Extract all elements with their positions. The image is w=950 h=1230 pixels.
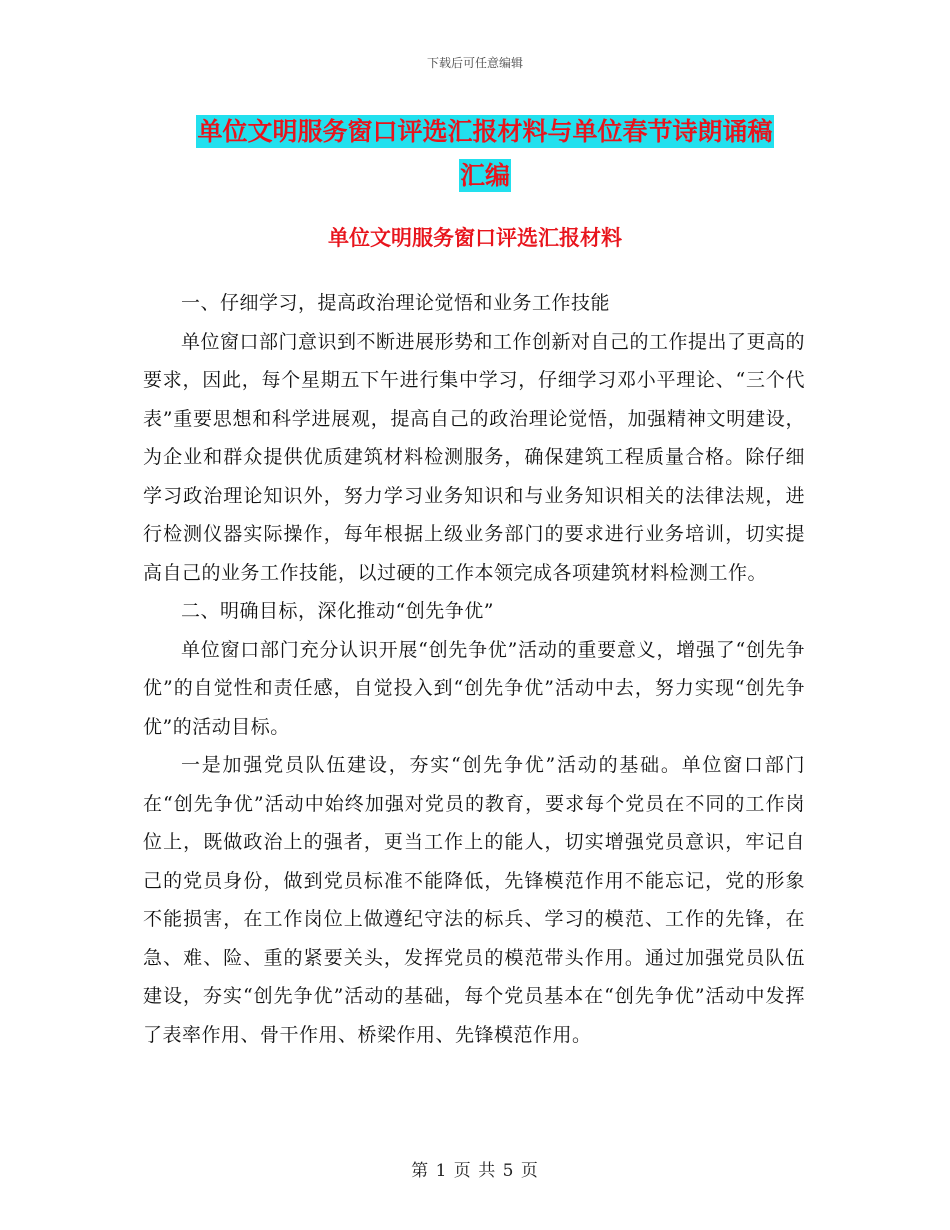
heading-2: 二、明确目标，深化推动“创先争优”: [181, 600, 494, 622]
paragraph: 一是加强党员队伍建设，夯实“创先争优”活动的基础。单位窗口部门在“创先争优”活动中始终加强对党员的教育，要求每个党员在不同的工作岗位上，既做政治上的强者，更当工作上的能人，切实增强党员意识，牢记自己的党员身份，做到党员标准不能降低，先锋模范作用不能忘记，党的形象不能损害，在工作岗位上做遵纪守法的标兵、学习的模范、工作的先锋，在急、难、险、重的紧要关头，发挥党员的模范带头作用。通过加强党员队伍建设，夯实“创先争优”活动的基础，每个党员基本在“创先争优”活动中发挥了表率作用、骨干作用、桥梁作用、先锋模范作用。: [143, 754, 805, 1046]
section-title: 单位文明服务窗口评选汇报材料: [328, 226, 622, 250]
document-body: [143, 284, 805, 1054]
document-title-line2: 汇编: [459, 161, 510, 190]
paragraph: 单位窗口部门充分认识开展“创先争优”活动的重要意义，增强了“创先争优”的自觉性和责任感，自觉投入到“创先争优”活动中去，努力实现“创先争优”的活动目标。: [143, 638, 805, 738]
document-title-line1: 单位文明服务窗口评选汇报材料与单位春节诗朗诵稿: [197, 117, 773, 146]
document-title: [145, 110, 825, 198]
paragraph: 单位窗口部门意识到不断进展形势和工作创新对自己的工作提出了更高的要求，因此，每个星期五下午进行集中学习，仔细学习邓小平理论、“三个代表”重要思想和科学进展观，提高自己的政治理论觉悟，加强精神文明建设，为企业和群众提供优质建筑材料检测服务，确保建筑工程质量合格。除仔细学习政治理论知识外，努力学习业务知识和与业务知识相关的法律法规，进行检测仪器实际操作，每年根据上级业务部门的要求进行业务培训，切实提高自己的业务工作技能，以过硬的工作本领完成各项建筑材料检测工作。: [143, 330, 806, 584]
heading-1: 一、仔细学习，提高政治理论觉悟和业务工作技能: [181, 292, 611, 314]
header-note: 下载后可任意编辑: [426, 56, 523, 70]
page-footer: 第 1 页 共 5 页: [411, 1161, 539, 1181]
